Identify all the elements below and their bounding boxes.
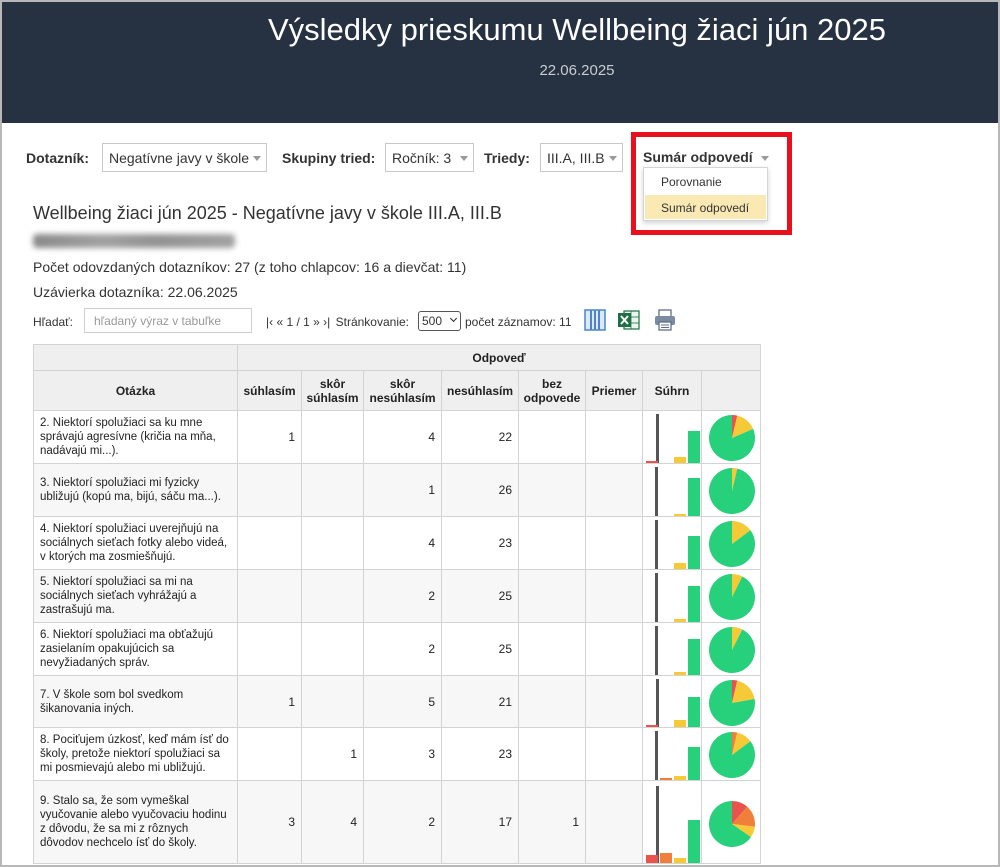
summary-pie-chart — [702, 623, 761, 676]
table-row — [34, 728, 761, 781]
count-cell: 1 — [238, 676, 302, 728]
question-cell: 3. Niektorí spolužiaci mi fyzicky ubližujú (kopú ma, bijú, sáču ma...). — [34, 464, 238, 517]
count-cell — [302, 623, 364, 676]
bar-2 — [674, 457, 686, 463]
average-cell — [586, 728, 643, 781]
average-cell — [586, 676, 643, 728]
average-marker — [656, 786, 659, 863]
page-size-value: 500 — [422, 314, 443, 328]
groups-label: Skupiny tried: — [282, 150, 376, 166]
count-cell — [302, 676, 364, 728]
count-cell — [519, 517, 586, 570]
count-cell — [519, 728, 586, 781]
summary-pie-chart — [702, 464, 761, 517]
search-input[interactable] — [84, 308, 252, 333]
question-cell: 8. Pociťujem úzkosť, keď mám ísť do školy, pretože niektorí spolužiaci sa mi posmievajú alebo mi ubližujú. — [34, 728, 238, 781]
bar-1 — [660, 853, 672, 863]
table-row — [34, 570, 761, 623]
count-cell: 4 — [364, 411, 442, 464]
count-cell — [302, 570, 364, 623]
count-cell: 1 — [519, 781, 586, 864]
header-suhlasim[interactable]: súhlasím — [238, 371, 302, 411]
classes-label: Triedy: — [484, 150, 530, 166]
count-cell: 1 — [302, 728, 364, 781]
view-mode-value: Sumár odpovedí — [643, 149, 753, 165]
header-question[interactable]: Otázka — [34, 371, 238, 411]
page-header — [2, 2, 998, 123]
summary-pie-chart — [702, 517, 761, 570]
summary-pie-chart — [702, 728, 761, 781]
page-size-select[interactable] — [418, 311, 461, 331]
bar-2 — [674, 776, 686, 780]
header-suhrn[interactable]: Súhrn — [643, 371, 702, 411]
count-cell: 21 — [442, 676, 519, 728]
groups-value: Ročník: 3 — [392, 150, 452, 166]
option-porovnanie[interactable]: Porovnanie — [661, 175, 722, 189]
excel-icon[interactable] — [617, 308, 641, 332]
count-cell: 5 — [364, 676, 442, 728]
count-cell — [519, 623, 586, 676]
report-title: Wellbeing žiaci jún 2025 - Negatívne javy v škole III.A, III.B — [33, 203, 502, 223]
count-cell — [238, 464, 302, 517]
table-row — [34, 781, 761, 864]
bar-3 — [688, 820, 700, 863]
average-cell — [586, 464, 643, 517]
header-skor-suhlasim[interactable]: skôr súhlasím — [302, 371, 364, 411]
record-count: počet záznamov: 11 — [465, 315, 572, 329]
average-marker — [655, 573, 658, 622]
count-cell: 3 — [364, 728, 442, 781]
count-cell — [519, 464, 586, 517]
count-cell: 25 — [442, 570, 519, 623]
bar-2 — [674, 563, 686, 569]
count-cell: 22 — [442, 411, 519, 464]
table-row — [34, 464, 761, 517]
table-row — [34, 411, 761, 464]
summary-pie-chart — [702, 676, 761, 728]
page-title: Výsledky prieskumu Wellbeing žiaci jún 2025 — [267, 12, 887, 47]
count-cell — [519, 411, 586, 464]
summary-bar-chart — [643, 517, 702, 570]
count-cell — [519, 676, 586, 728]
header-answer-group: Odpoveď — [238, 345, 761, 371]
count-cell: 1 — [238, 411, 302, 464]
option-sumar-odpovedi[interactable]: Sumár odpovedí — [645, 195, 766, 219]
summary-pie-chart — [702, 570, 761, 623]
summary-pie-chart — [702, 411, 761, 464]
average-marker — [655, 467, 658, 516]
count-cell: 26 — [442, 464, 519, 517]
header-pie — [702, 371, 761, 411]
classes-value: III.A, III.B — [547, 150, 605, 166]
bar-3 — [688, 536, 700, 569]
average-cell — [586, 623, 643, 676]
chevron-down-icon — [450, 315, 457, 322]
questionnaire-select[interactable] — [102, 143, 267, 172]
summary-pie-chart — [702, 781, 761, 864]
classes-select[interactable] — [540, 143, 623, 172]
count-cell: 23 — [442, 728, 519, 781]
average-marker — [655, 520, 658, 569]
print-icon[interactable] — [653, 308, 677, 332]
bar-3 — [688, 431, 700, 463]
bar-2 — [674, 858, 686, 863]
count-cell: 2 — [364, 623, 442, 676]
summary-bar-chart — [643, 676, 702, 728]
average-cell — [586, 781, 643, 864]
count-cell — [519, 570, 586, 623]
average-cell — [586, 411, 643, 464]
summary-bar-chart — [643, 570, 702, 623]
chevron-down-icon — [460, 156, 468, 161]
table-row — [34, 517, 761, 570]
average-marker — [656, 414, 659, 463]
results-table — [33, 344, 761, 864]
view-mode-dropdown — [643, 167, 768, 221]
survey-date: 22.06.2025 — [539, 62, 615, 79]
question-cell: 4. Niektorí spolužiaci uverejňujú na sociálnych sieťach fotky alebo videá, v ktorých ma zosmiešňujú. — [34, 517, 238, 570]
pie-slice-3 — [709, 627, 755, 673]
deadline-text: Uzávierka dotazníka: 22.06.2025 — [33, 284, 238, 300]
question-cell: 7. V škole som bol svedkom šikanovania iných. — [34, 676, 238, 728]
bar-3 — [688, 586, 700, 622]
average-marker — [655, 731, 658, 780]
summary-bar-chart — [643, 728, 702, 781]
bar-3 — [688, 478, 700, 516]
groups-select[interactable] — [385, 143, 474, 172]
summary-bar-chart — [643, 411, 702, 464]
questionnaire-label: Dotazník: — [26, 150, 89, 166]
pager-controls[interactable]: |‹ « 1 / 1 » ›| — [266, 315, 331, 329]
question-cell: 9. Stalo sa, že som vymeškal vyučovanie alebo vyučovaciu hodinu z dôvodu, že sa mi z rôznych dôvodov nechcelo ísť do školy. — [34, 781, 238, 864]
count-cell — [302, 517, 364, 570]
count-cell: 17 — [442, 781, 519, 864]
table-row — [34, 676, 761, 728]
count-cell: 3 — [238, 781, 302, 864]
paging-label: Stránkovanie: — [335, 315, 409, 329]
count-cell — [302, 411, 364, 464]
pie-slice-3 — [709, 574, 755, 620]
average-marker — [655, 626, 658, 675]
bar-3 — [688, 639, 700, 675]
average-cell — [586, 570, 643, 623]
summary-bar-chart — [643, 623, 702, 676]
count-cell: 2 — [364, 781, 442, 864]
header-skor-nesuhlasim[interactable]: skôr nesúhlasím — [364, 371, 442, 411]
summary-bar-chart — [643, 464, 702, 517]
count-cell — [238, 570, 302, 623]
count-cell: 25 — [442, 623, 519, 676]
count-cell: 1 — [364, 464, 442, 517]
average-marker — [656, 679, 659, 727]
header-priemer[interactable]: Priemer — [586, 371, 643, 411]
header-bez-odpovede[interactable]: bez odpovede — [519, 371, 586, 411]
question-cell: 6. Niektorí spolužiaci ma obťažujú zasielaním opakujúcich sa nevyžiadaných správ. — [34, 623, 238, 676]
table-toolbar — [33, 308, 733, 334]
count-cell: 23 — [442, 517, 519, 570]
columns-icon[interactable] — [583, 308, 607, 332]
bar-0 — [646, 855, 658, 863]
count-cell: 4 — [364, 517, 442, 570]
chevron-down-icon — [761, 156, 769, 161]
table-row — [34, 623, 761, 676]
summary-bar-chart — [643, 781, 702, 864]
header-blank — [34, 345, 238, 371]
pager — [266, 315, 411, 329]
count-cell — [238, 728, 302, 781]
questionnaire-value: Negatívne javy v škole — [109, 150, 250, 166]
search-label: Hľadať: — [33, 315, 74, 329]
header-nesuhlasim[interactable]: nesúhlasím — [442, 371, 519, 411]
question-cell: 2. Niektorí spolužiaci sa ku mne správajú agresívne (kričia na mňa, nadávajú mi...). — [34, 411, 238, 464]
chevron-down-icon — [253, 156, 261, 161]
chevron-down-icon — [609, 156, 617, 161]
count-cell — [238, 517, 302, 570]
bar-3 — [688, 747, 700, 780]
submitted-count: Počet odovzdaných dotazníkov: 27 (z toho chlapcov: 16 a dievčat: 11) — [33, 259, 467, 275]
bar-2 — [674, 720, 686, 727]
count-cell: 4 — [302, 781, 364, 864]
question-cell: 5. Niektorí spolužiaci sa mi na sociálnych sieťach vyhrážajú a zastrašujú ma. — [34, 570, 238, 623]
count-cell — [238, 623, 302, 676]
count-cell — [302, 464, 364, 517]
average-cell — [586, 517, 643, 570]
bar-3 — [688, 697, 700, 727]
count-cell: 2 — [364, 570, 442, 623]
pie-slice-3 — [709, 468, 755, 514]
school-name-redacted — [33, 234, 235, 248]
